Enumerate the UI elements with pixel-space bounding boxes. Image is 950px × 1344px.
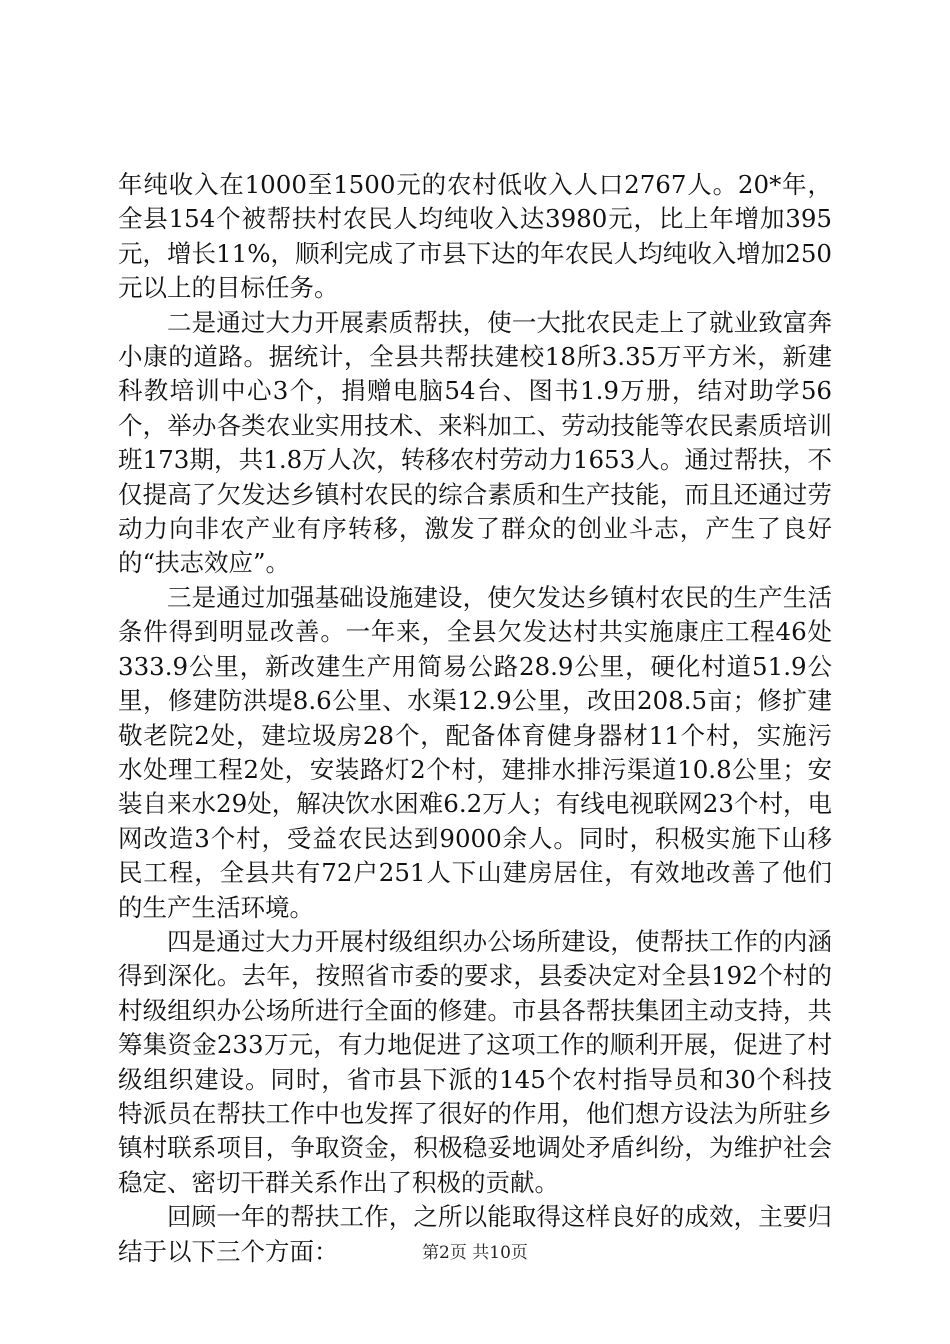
document-body [118, 168, 832, 1269]
paragraph-village-offices: 四是通过大力开展村级组织办公场所建设，使帮扶工作的内涵得到深化。去年，按照省市委的要求，县委决定对全县192个村的村级组织办公场所进行全面的修建。市县各帮扶集团主动支持，共筹集资金233万元，有力地促进了这项工作的顺利开展，促进了村级组织建设。同时，省市县下派的145个农村指导员和30个科技特派员在帮扶工作中也发挥了很好的作用，他们想方设法为所驻乡镇村联系项目，争取资金，积极稳妥地调处矛盾纠纷，为维护社会稳定、密切干群关系作出了积极的贡献。 [118, 926, 832, 1197]
page-number-label: 第2页 共10页 [422, 1243, 528, 1263]
paragraph-infrastructure: 三是通过加强基础设施建设，使欠发达乡镇村农民的生产生活条件得到明显改善。一年来，全县欠发达村共实施康庄工程46处333.9公里，新改建生产用简易公路28.9公里，硬化村道51.9公里，修建防洪堤8.6公里、水渠12.9公里，改田208.5亩；修扩建敬老院2处，建垃圾房28个，配备体育健身器材11个村，实施污水处理工程2处，安装路灯2个村，建排水排污渠道10.8公里；安装自来水29处，解决饮水困难6.2万人；有线电视联网23个村，电网改造3个村，受益农民达到9000余人。同时，积极实施下山移民工程，全县共有72户251人下山建房居住，有效地改善了他们的生产生活环境。 [118, 582, 832, 922]
paragraph-review-summary: 回顾一年的帮扶工作，之所以能取得这样良好的成效，主要归结于以下三个方面： [118, 1202, 832, 1266]
page-footer [0, 1242, 950, 1264]
paragraph-income-continued: 年纯收入在1000至1500元的农村低收入人口2767人。20*年，全县154个被帮扶村农民人均纯收入达3980元，比上年增加395元，增长11%，顺利完成了市县下达的年农民人均纯收入增加250元以上的目标任务。 [118, 170, 832, 303]
paragraph-quality-assistance: 二是通过大力开展素质帮扶，使一大批农民走上了就业致富奔小康的道路。据统计，全县共帮扶建校18所3.35万平方米，新建科教培训中心3个，捐赠电脑54台、图书1.9万册，结对助学56个，举办各类农业实用技术、来料加工、劳动技能等农民素质培训班173期，共1.8万人次，转移农村劳动力1653人。通过帮扶，不仅提高了欠发达乡镇村农民的综合素质和生产技能，而且还通过劳动力向非农产业有序转移，激发了群众的创业斗志，产生了良好的“扶志效应”。 [118, 307, 832, 578]
